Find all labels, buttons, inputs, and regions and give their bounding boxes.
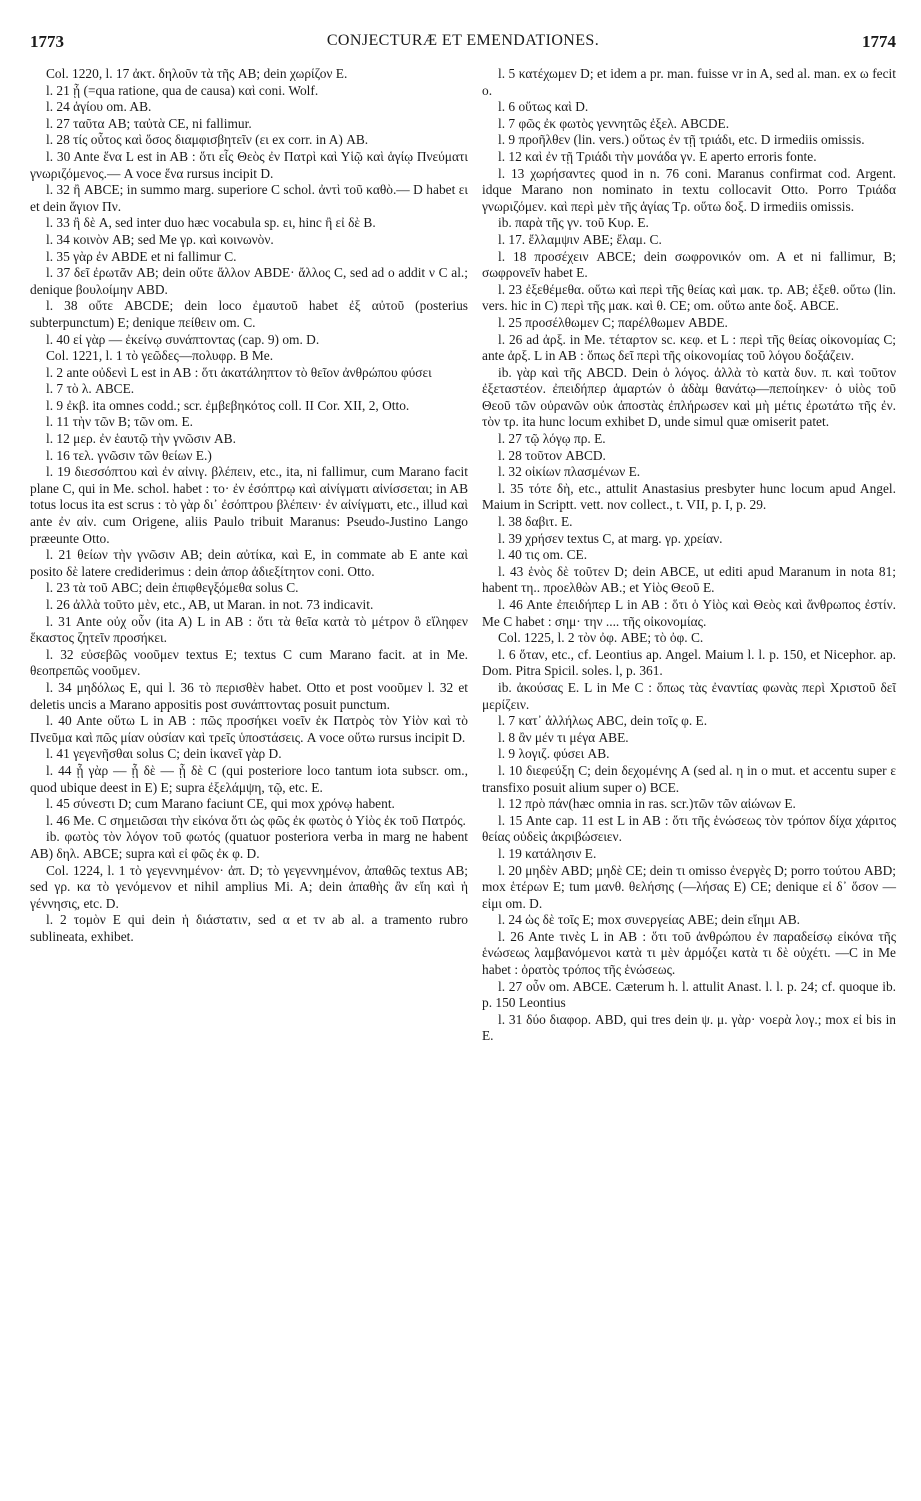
page-header: [30, 32, 896, 54]
note-entry: l. 41 γεγενῆσθαι solus C; dein ἱκανεῖ γὰρ D.: [46, 746, 282, 762]
note-entry: l. 26 ἀλλὰ τοῦτο μὲν, etc., AB, ut Maran. in not. 73 indicavit.: [46, 597, 374, 612]
note-entry: l. 12 καὶ ἐν τῇ Τριάδι τὴν μονάδα γν. E aperto erroris fonte.: [498, 148, 817, 164]
note-entry: l. 25 προσέλθωμεν C; παρέλθωμεν ABDE.: [498, 314, 728, 330]
note-entry: l. 31 Ante οὐχ οὖν (ita A) L in AB : ὅτι τὰ θεῖα κατὰ τὸ μέτρον ὃ εἴληφεν ἕκαστος ζητεῖν προσήκει.: [30, 613, 468, 646]
note-entry: l. 17. ἔλλαμψιν ABE; ἔλαμ. C.: [498, 231, 662, 247]
note-entry: l. 9 ἐκβ. ita omnes codd.; scr. ἐμβεβηκότος coll. II Cor. XII, 2, Otto.: [46, 397, 410, 413]
note-entry: l. 7 τὸ λ. ABCE.: [46, 381, 135, 397]
note-entry: l. 10 διεφεύξη C; dein δεχομένης A (sed al. η in ο mut. et accentu super ε transfixo posuit alium super ο) BCE.: [482, 762, 896, 795]
note-entry: l. 40 εἰ γὰρ — ἐκείνῳ συνάπτοντας (cap. 9) om. D.: [46, 331, 320, 347]
note-entry: l. 21 θείων τὴν γνῶσιν AB; dein αὐτίκα, καὶ E, in commate ab E ante καὶ posito δὲ latere crediderimus : dein ἀπορ ἀδιεξίτητον coni. Otto.: [30, 547, 468, 579]
note-entry: l. 43 ἑνὸς δὲ τοῦτεν D; dein ABCE, ut editi apud Maranum in nota 81; habent τη.. προελθὼν AB.; et Υἱὸς Θεοῦ E.: [482, 563, 896, 596]
note-entry: l. 23 ἐξεθέμεθα. οὕτω καὶ περὶ τῆς θείας καὶ μακ. τρ. AB; ἐξεθ. οὕτω (lin. vers. hic in C) περὶ τῆς μακ. καὶ θ. CE; om. οὕτω ante δοξ. ABCE.: [482, 281, 896, 314]
note-entry: l. 34 μηδόλως E, qui l. 36 τὸ περισθὲν habet. Otto et post νοοῦμεν l. 32 et deletis uncis a Marano appositis post συνάπτοντας posuit punctum.: [30, 679, 468, 712]
page-number-right: 1774: [862, 32, 896, 51]
note-entry: l. 9 λογιζ. φύσει AB.: [498, 746, 610, 762]
note-entry: ib. γὰρ καὶ τῆς ABCD. Dein ὁ λόγος. ἀλλὰ τὸ κατὰ δυν. π. καὶ τοῦτον ἐξεταστέον. ἐπειδήπερ ἁμαρτών ὁ ἀδὰμ θανάτῳ—πεποίηκεν· ὁ υἱὸς τοῦ Θεοῦ τῶν οὐρανῶν οὐκ ἀποστὰς ἐπλήρωσεν καὶ μὴ μέτις ἐρωτάτω τῆς ἐν. τὸν τρ. ita hunc locum exhibet D, unde simul quæ omiserit patet.: [482, 364, 896, 430]
note-entry: l. 44 ᾗ γὰρ — ᾗ δὲ — ᾗ δὲ C (qui posteriore loco tantum iota subscr. om., quod ubique deest in E) E; supra ἐξελάμψη, τῷ, etc. E.: [30, 762, 468, 795]
note-entry: l. 32 εὐσεβῶς νοοῦμεν textus E; textus C cum Marano facit. at in Me. θεοπρεπῶς νοοῦμεν.: [30, 646, 468, 679]
page-number-left: 1773: [30, 32, 64, 51]
note-entry: l. 16 τελ. γνῶσιν τῶν θείων E.): [46, 447, 212, 463]
note-entry: ib. ἀκούσας E. L in Me C : ὅπως τὰς ἐναντίας φωνὰς περὶ Χριστοῦ δεῖ μερίζειν.: [482, 679, 896, 712]
note-entry: l. 5 κατέχωμεν D; et idem a pr. man. fuisse vr in A, sed al. man. ex ω fecit ο.: [482, 66, 896, 98]
note-entry: l. 9 προῆλθεν (lin. vers.) οὕτως ἐν τῇ τριάδι, etc. D irmediis omissis.: [498, 132, 865, 148]
note-entry: l. 11 τὴν τῶν B; τῶν om. E.: [46, 414, 193, 430]
note-entry: l. 39 χρήσεν textus C, at marg. γρ. χρείαν.: [498, 530, 723, 546]
left-column: [30, 66, 468, 945]
note-entry: l. 19 κατάλησιν E.: [498, 845, 597, 861]
note-entry: l. 6 οὕτως καὶ D.: [498, 99, 589, 115]
note-entry: l. 28 τίς οὗτος καὶ ὅσος διαμφισβητεῖν (ει ex corr. in A) AB.: [46, 132, 369, 148]
note-entry: l. 45 σύνεστι D; cum Marano faciunt CE, qui mox χρόνῳ habent.: [46, 796, 395, 812]
note-entry: l. 31 δύο διαφορ. ABD, qui tres dein ψ. μ. γὰρ· νοερὰ λογ.; mox εἰ bis in E.: [482, 1011, 896, 1044]
note-entry: l. 37 δεῖ ἐρωτᾶν AB; dein οὔτε ἄλλον ABDE· ἄλλος C, sed ad ο addit ν C al.; denique βουλοίμην ABD.: [30, 265, 468, 297]
note-entry: l. 23 τὰ τοῦ ABC; dein ἐπιφθεγξόμεθα solus C.: [46, 580, 299, 596]
note-entry: l. 46 Ante ἐπειδήπερ L in AB : ὅτι ὁ Υἱὸς καὶ Θεὸς καὶ ἄνθρωπος ἐστίν. Me C habet : σημ· την .... τῆς οἰκονομίας.: [482, 597, 896, 629]
running-title: CONJECTURÆ ET EMENDATIONES.: [326, 32, 600, 49]
note-entry: l. 2 ante οὐδενὶ L est in AB : ὅτι ἀκατάληπτον τὸ θεῖον ἀνθρώπου φύσει: [46, 364, 432, 380]
note-entry: l. 40 τις om. CE.: [498, 547, 588, 563]
note-entry: l. 32 ἢ ABCE; in summo marg. superiore C schol. ἀντὶ τοῦ καθὸ.— D habet ει et dein ἅγιον Πν.: [30, 182, 468, 214]
note-entry: l. 13 χωρήσαντες quod in n. 76 coni. Maranus confirmat cod. Argent. idque Marano non nominato in textu collocavit Otto. Porro Τριάδα γνωριζόμεν. καὶ περὶ μὲν τῆς ἁγίας Τρ. οὕτω δοξ. D irmediis omissis.: [482, 165, 896, 214]
note-entry: Col. 1220, l. 17 ἀκτ. δηλοῦν τὰ τῆς AB; dein χωρίζον E.: [46, 66, 348, 81]
note-entry: l. 32 οἰκίων πλασμένων E.: [498, 464, 641, 480]
note-entry: l. 27 ταῦτα AB; ταὐτὰ CE, ni fallimur.: [46, 115, 252, 131]
note-entry: ib. φωτὸς τὸν λόγον τοῦ φωτός (quatuor posteriora verba in marg ne habent AB) δηλ. ABCE; supra καὶ εἰ φῶς ἐκ φ. D.: [30, 829, 468, 861]
note-entry: l. 18 προσέχειν ABCE; dein σωφρονικόν om. A et ni fallimur, B; σωφρονεῖν habet E.: [482, 248, 896, 281]
note-entry: l. 27 τῷ λόγῳ πρ. E.: [498, 431, 606, 447]
note-entry: l. 33 ἢ δὲ A, sed inter duo hæc vocabula sp. ει, hinc ἢ εἰ δὲ B.: [46, 215, 376, 231]
note-entry: l. 46 Me. C σημειῶσαι τὴν εἰκόνα ὅτι ὡς φῶς ἐκ φωτὸς ὁ Υἱὸς ἐκ τοῦ Πατρός.: [46, 812, 466, 828]
note-entry: l. 28 τοῦτον ABCD.: [498, 447, 606, 463]
note-entry: l. 15 Ante cap. 11 est L in AB : ὅτι τῆς ἑνώσεως τὸν τρόπον δίχα χάριτος θείας οὐδεὶς ἀκριβώσειεν.: [482, 812, 896, 845]
note-entry: l. 20 μηδὲν ABD; μηδὲ CE; dein τι omisso ἐνεργὲς D; porro τούτου ABD; mox ἑτέρων E; tum μανθ. θελήσης (—λήσας E) CE; denique εἰ δ᾽ ὅσον —εἰμι om. D.: [482, 862, 896, 911]
note-entry: l. 35 τότε δὴ, etc., attulit Anastasius presbyter hunc locum apud Angel. Maium in Scriptt. vett. nov collect., t. VII, p. I, p. 29.: [482, 480, 896, 513]
note-entry: l. 24 ἁγίου om. AB.: [46, 99, 152, 115]
note-entry: l. 40 Ante οὕτω L in AB : πῶς προσήκει νοεῖν ἐκ Πατρὸς τὸν Υἱὸν καὶ τὸ Πνεῦμα καὶ πῶς μίαν οὐσίαν καὶ τρεῖς ὑποστάσεις. A voce οὕτω rursus incipit D.: [30, 713, 468, 745]
note-entry: Col. 1221, l. 1 τὸ γεῶδες—πολυφρ. B Me.: [46, 348, 274, 364]
note-entry: l. 38 δαβιτ. E.: [498, 514, 573, 530]
note-entry: l. 19 διεσσόπτου καὶ ἐν αἰνιγ. βλέπειν, etc., ita, ni fallimur, cum Marano facit plane C, qui in Me. schol. habet : το· ἐν ἐσόπτρῳ καὶ αἰνίγματι αἰνίσσεται; in AB totus locus ita est scrus : τὸ γὰρ δι᾽ ἐσόπτρου βλέπειν· ἐν αἰνίγματι, etc., illud καὶ ante ἐν αἰν. cum Origene, aliis Paulo tribuit Maranus: Pseudo-Justino Lango præeunte Otto.: [30, 464, 468, 546]
note-entry: l. 21 ᾗ (=qua ratione, qua de causa) καὶ coni. Wolf.: [46, 82, 319, 98]
note-entry: l. 6 ὅταν, etc., cf. Leontius ap. Angel. Maium l. l. p. 150, et Nicephor. ap. Dom. Pitra Spicil. soles. l, p. 361.: [482, 646, 896, 679]
note-entry: l. 12 μερ. ἐν ἑαυτῷ τὴν γνῶσιν AB.: [46, 431, 236, 447]
right-column: [482, 66, 896, 1045]
note-entry: ib. παρὰ τῆς γν. τοῦ Κυρ. E.: [498, 215, 649, 231]
note-entry: l. 35 γὰρ ἐν ABDE et ni fallimur C.: [46, 248, 237, 264]
note-entry: l. 26 Ante τινὲς L in AB : ὅτι τοῦ ἀνθρώπου ἐν παραδείσῳ εἰκόνα τῆς ἑνώσεως λαμβανόμενοι κατὰ τι μὲν ἁρμόζει κατὰ τι δὲ οὐχέτι. —C in Me habet : ὁρατὸς τρόπος τῆς ἑνώσεως.: [482, 928, 896, 978]
note-entry: l. 7 φῶς ἐκ φωτὸς γεννητῶς ἐξελ. ABCDE.: [498, 115, 730, 131]
note-entry: l. 2 τομὸν E qui dein ἡ διάστατιν, sed α et τν ab al. a tramento rubro sublineata, exhibet.: [30, 912, 468, 944]
note-entry: Col. 1224, l. 1 τὸ γεγεννημένον· ἀπ. D; τὸ γεγεννημένον, ἀπαθῶς textus AB; sed γρ. κα τὸ γενόμενον et nihil amplius Mi. A; dein ἀπαθὴς ἂν εἴη καὶ ἡ γέννησις, etc. D.: [30, 862, 468, 911]
note-entry: l. 38 οὔτε ABCDE; dein loco ἐμαυτοῦ habet ἐξ αὐτοῦ (posterius subterpunctum) E; denique πείθειν om. C.: [30, 298, 468, 330]
note-entry: Col. 1225, l. 2 τὸν ὀφ. ABE; τὸ ὀφ. C.: [498, 630, 704, 646]
note-entry: l. 8 ἂν μέν τι μέγα ABE.: [498, 729, 629, 745]
note-entry: l. 30 Ante ἕνα L est in AB : ὅτι εἷς Θεὸς ἐν Πατρὶ καὶ Υἱῷ καὶ ἁγίῳ Πνεύματι γνωριζόμενος.— A voce ἕνα rursus incipit D.: [30, 148, 468, 181]
note-entry: l. 27 οὖν om. ABCE. Cæterum h. l. attulit Anast. l. l. p. 24; cf. quoque ib. p. 150 Leontius: [482, 978, 896, 1011]
note-entry: l. 24 ὡς δὲ τοῖς E; mox συνεργείας ABE; dein εἴημι AB.: [498, 912, 800, 928]
note-entry: l. 26 ad ἀρξ. in Me. τέταρτον sc. κεφ. et L : περὶ τῆς θείας οἰκονομίας C; ante ἀρξ. L in AB : ὅπως δεῖ περὶ τῆς οἰκονομίας τοῦ λόγου δοξάζειν.: [482, 331, 896, 364]
note-entry: l. 34 κοινὸν AB; sed Me γρ. καὶ κοινωνὸν.: [46, 231, 274, 247]
note-entry: l. 7 κατ᾽ ἀλλήλως ABC, dein τοῖς φ. E.: [498, 713, 708, 729]
note-entry: l. 12 πρὸ πάν(hæc omnia in ras. scr.)τῶν τῶν αἰώνων E.: [498, 796, 796, 812]
